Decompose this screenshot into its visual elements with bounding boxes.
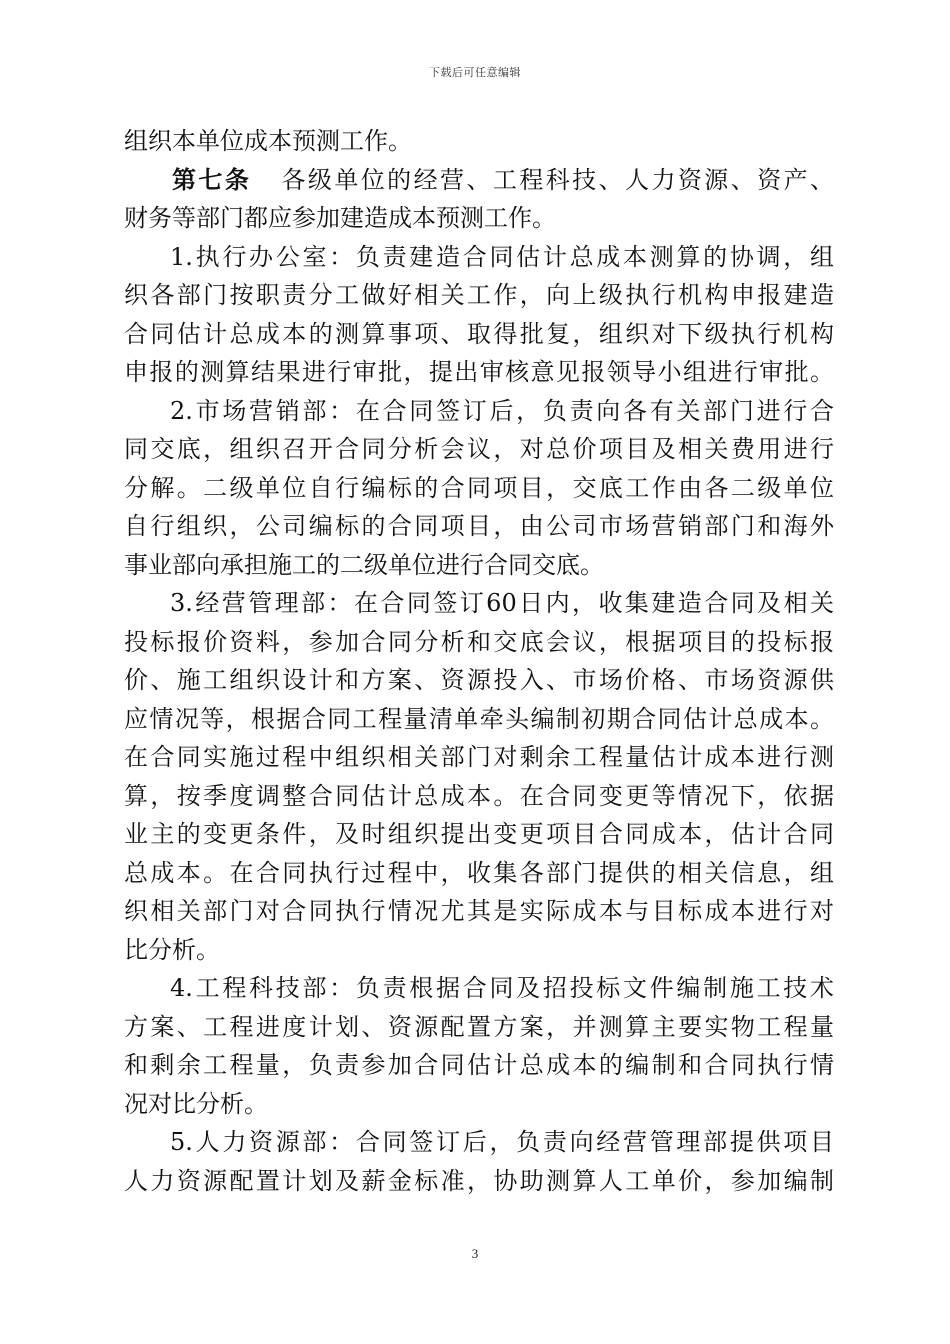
- text-line: 在合同实施过程中组织相关部门对剩余工程量估计成本进行测: [124, 743, 834, 771]
- article-heading: 第七条: [172, 165, 252, 194]
- text-line: 业主的变更条件，及时组织提出变更项目合同成本，估计合同: [124, 820, 834, 848]
- text-line: 总成本。在合同执行过程中，收集各部门提供的相关信息，组: [124, 858, 834, 887]
- text-line: 事业部向承担施工的二级单位进行合同交底。: [124, 550, 604, 579]
- page-header: 下载后可任意编辑: [429, 66, 521, 79]
- text-line: 织相关部门对合同执行情况尤其是实际成本与目标成本进行对: [124, 897, 834, 925]
- text-line: 1.执行办公室：负责建造合同估计总成本测算的协调，组: [170, 242, 834, 271]
- text-line: 分解。二级单位自行编标的合同项目，交底工作由各二级单位: [124, 473, 834, 502]
- text-line: 组织本单位成本预测工作。: [124, 127, 412, 155]
- text-line: 况对比分析。: [124, 1089, 268, 1118]
- text-line: 价、施工组织设计和方案、资源投入、市场价格、市场资源供: [124, 666, 834, 694]
- text-line: 方案、工程进度计划、资源配置方案，并测算主要实物工程量: [124, 1012, 834, 1041]
- text-line: 投标报价资料，参加合同分析和交底会议，根据项目的投标报: [124, 627, 834, 656]
- text-line: 财务等部门都应参加建造成本预测工作。: [124, 204, 556, 232]
- document-body: [124, 122, 834, 1200]
- page-number: 3: [471, 1246, 479, 1261]
- text-line: 应情况等，根据合同工程量清单牵头编制初期合同估计总成本。: [124, 704, 834, 733]
- text-line: 3.经营管理部：在合同签订60日内，收集建造合同及相关: [170, 589, 834, 617]
- text-line: 自行组织，公司编标的合同项目，由公司市场营销部门和海外: [124, 512, 834, 540]
- text-line: 5.人力资源部：合同签订后，负责向经营管理部提供项目: [170, 1128, 834, 1156]
- text-line: 织各部门按职责分工做好相关工作，向上级执行机构申报建造: [124, 281, 834, 309]
- text-line: 合同估计总成本的测算事项、取得批复，组织对下级执行机构: [124, 319, 834, 348]
- text-line: 各级单位的经营、工程科技、人力资源、资产、: [281, 165, 835, 194]
- text-line: 申报的测算结果进行审批，提出审核意见报领导小组进行审批。: [124, 358, 834, 386]
- text-line: 2.市场营销部：在合同签订后，负责向各有关部门进行合: [170, 396, 834, 425]
- text-line: 比分析。: [124, 935, 220, 964]
- text-line: 算，按季度调整合同估计总成本。在合同变更等情况下，依据: [124, 781, 834, 810]
- text-line: 人力资源配置计划及薪金标准，协助测算人工单价，参加编制: [124, 1166, 834, 1195]
- text-line: 和剩余工程量，负责参加合同估计总成本的编制和合同执行情: [124, 1051, 834, 1079]
- article-heading-line: [124, 161, 834, 200]
- text-line: 同交底，组织召开合同分析会议，对总价项目及相关费用进行: [124, 435, 834, 463]
- text-line: 4.工程科技部：负责根据合同及招投标文件编制施工技术: [170, 974, 834, 1002]
